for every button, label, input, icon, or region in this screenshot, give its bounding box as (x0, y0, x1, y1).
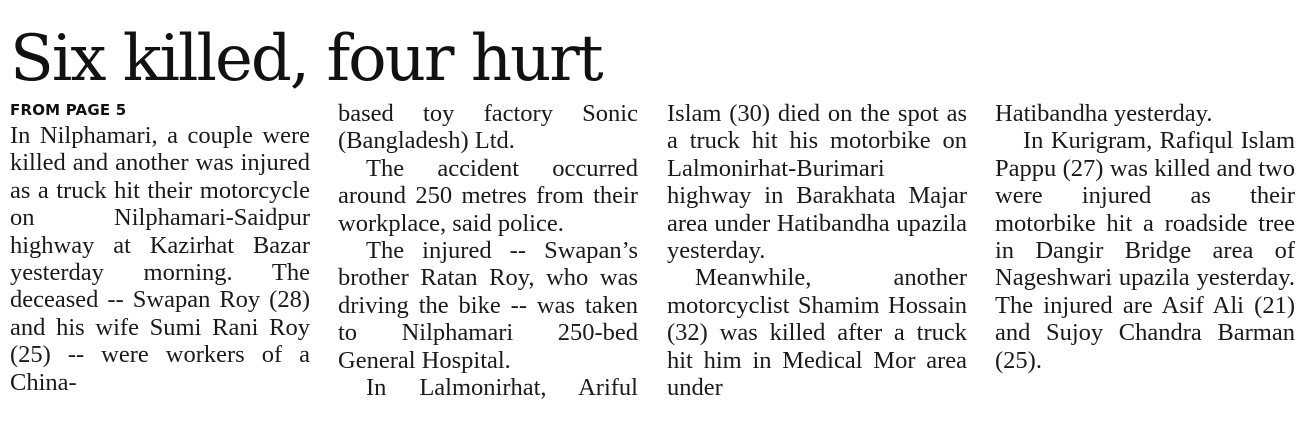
article-column-1 (10, 100, 310, 396)
article-column-2 (338, 100, 638, 401)
paragraph: Islam (30) died on the spot as a truck hit his motorbike on Lalmonirhat-Burimari highway in Barakhata Majar area under Hatibandha upazila yesterday. (667, 100, 967, 265)
paragraph: In Lalmonirhat, Ariful (366, 374, 638, 402)
paragraph: based toy factory Sonic (Bangladesh) Ltd. (338, 100, 638, 155)
paragraph: Hatibandha yesterday. (995, 100, 1213, 127)
headline: Six killed, four hurt (10, 22, 602, 96)
kicker-from-page: FROM PAGE 5 (10, 101, 127, 119)
paragraph: Meanwhile, another motorcyclist Shamim Hossain (32) was killed after a truck hit him in Medical Mor area under (667, 264, 967, 402)
paragraph: The injured -- Swapan’s brother Ratan Roy, who was driving the bike -- was taken to Nilphamari 250-bed General Hospital. (338, 237, 638, 374)
article-column-3 (667, 100, 967, 401)
article-column-4 (995, 100, 1295, 374)
paragraph: In Nilphamari, a couple were killed and another was injured as a truck hit their motorcycle on Nilphamari-Saidpur highway at Kazirhat Bazar yesterday morning. The deceased -- Swapan Roy (28) and his wife Sumi Rani Roy (25) -- were workers of a China- (10, 122, 310, 396)
paragraph: In Kurigram, Rafiqul Islam Pappu (27) was killed and two were injured as their motorbike hit a roadside tree in Dangir Bridge area of Nageshwari upazila yesterday. The injured are Asif Ali (21) and Sujoy Chandra Barman (25). (995, 127, 1295, 374)
paragraph: The accident occurred around 250 metres from their workplace, said police. (338, 154, 638, 237)
